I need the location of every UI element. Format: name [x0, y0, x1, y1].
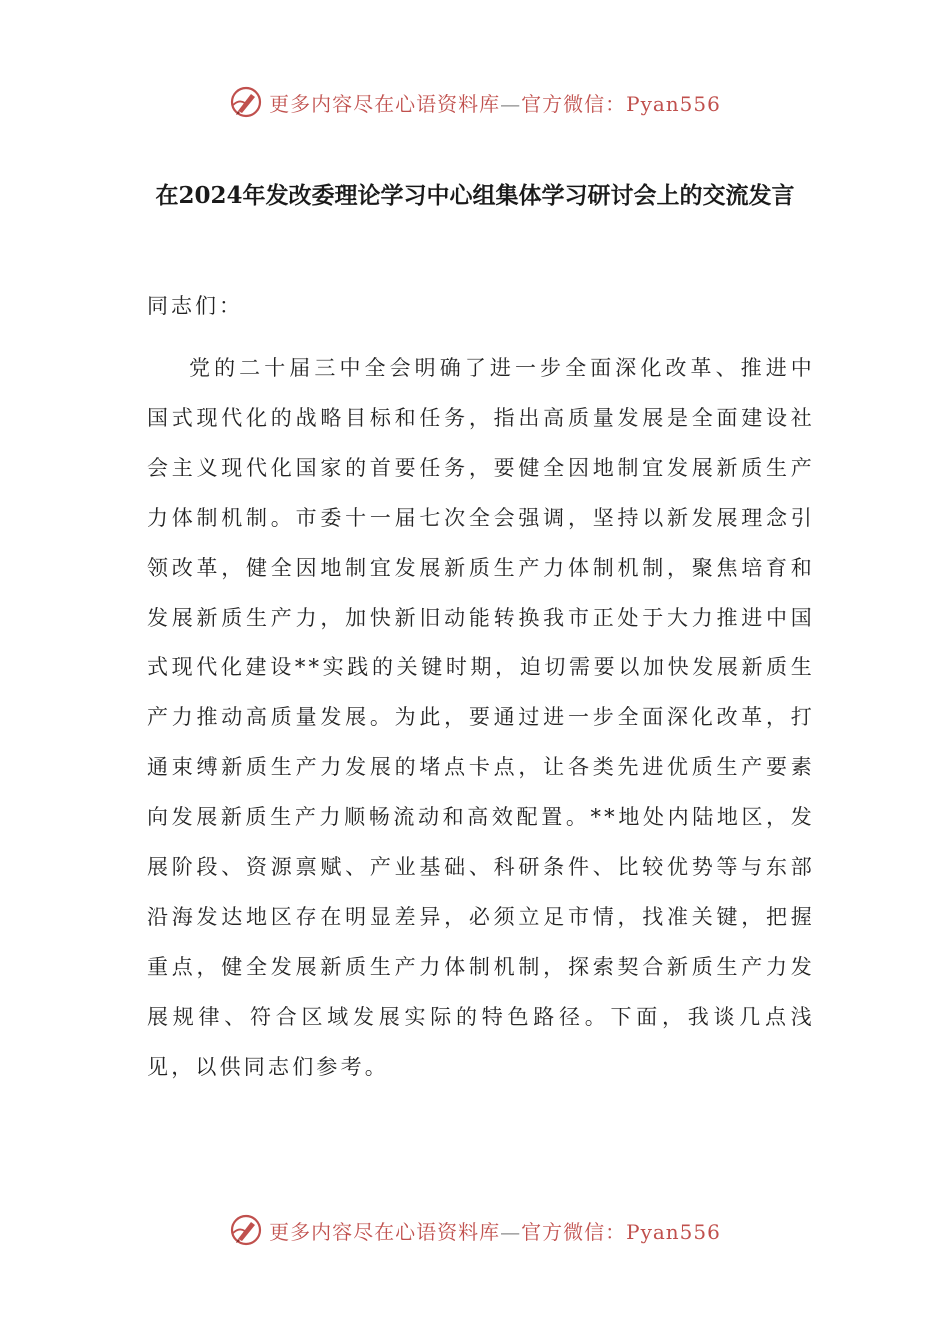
body-paragraph: 党的二十届三中全会明确了进一步全面深化改革、推进中国式现代化的战略目标和任务，指出高质量发展是全面建设社会主义现代化国家的首要任务，要健全因地制宜发展新质生产力体制机制。市委十一届七次全会强调，坚持以新发展理念引领改革，健全因地制宜发展新质生产力体制机制，聚焦培育和发展新质生产力，加快新旧动能转换我市正处于大力推进中国式现代化建设**实践的关键时期，迫切需要以加快发展新质生产力推动高质量发展。为此，要通过进一步全面深化改革，打通束缚新质生产力发展的堵点卡点，让各类先进优质生产要素向发展新质生产力顺畅流动和高效配置。**地处内陆地区，发展阶段、资源禀赋、产业基础、科研条件、比较优势等与东部沿海发达地区存在明显差异，必须立足市情，找准关键，把握重点，健全发展新质生产力体制机制，探索契合新质生产力发展规律、符合区域发展实际的特色路径。下面，我谈几点浅见，以供同志们参考。 [147, 356, 815, 1079]
watermark-separator: — [500, 1219, 522, 1244]
wechat-id: Pyan556 [626, 1219, 721, 1244]
wechat-id: Pyan556 [626, 91, 721, 116]
footer-watermark [0, 1210, 950, 1250]
wechat-label: 官方微信： [521, 1219, 627, 1244]
pen-logo-icon [229, 1213, 263, 1247]
document-title: 在2024年发改委理论学习中心组集体学习研讨会上的交流发言 [155, 182, 795, 209]
wechat-label: 官方微信： [521, 91, 627, 116]
greeting: 同志们： [147, 294, 243, 318]
watermark-text: 更多内容尽在心语资料库 [269, 91, 501, 116]
header-watermark [0, 82, 950, 122]
watermark-text: 更多内容尽在心语资料库 [269, 1219, 501, 1244]
pen-logo-icon [229, 85, 263, 119]
watermark-separator: — [500, 91, 522, 116]
